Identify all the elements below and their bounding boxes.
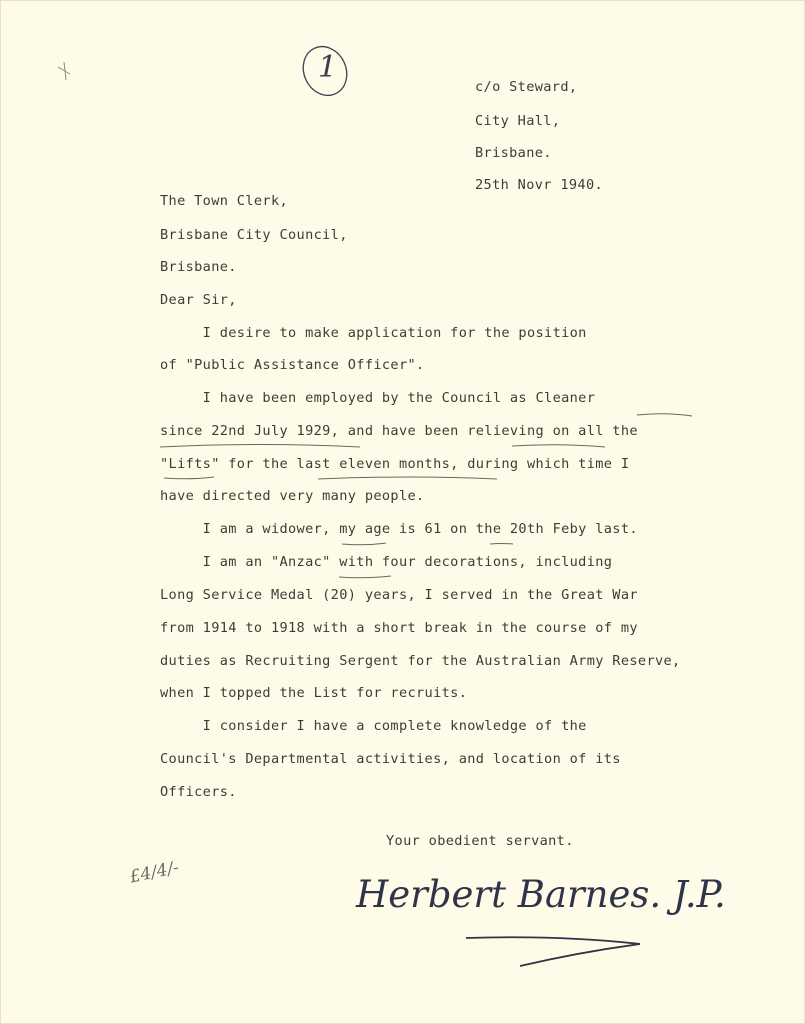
sender-line-3: Brisbane.: [475, 145, 552, 161]
signature-flourish: [466, 937, 640, 966]
sender-line-1: c/o Steward,: [475, 79, 578, 95]
underline-widower: [342, 543, 386, 545]
body-line: when I topped the List for recruits.: [160, 685, 468, 701]
margin-note: £4/4/-: [128, 857, 181, 888]
body-line: I consider I have a complete knowledge of the: [160, 718, 587, 734]
salutation: Dear Sir,: [160, 292, 237, 308]
folio-number: 1: [318, 50, 338, 85]
recipient-line-2: Brisbane City Council,: [160, 227, 348, 243]
body-line: Council's Departmental activities, and location of its: [160, 751, 621, 767]
underline-61: [490, 544, 513, 545]
underline-lifts: [164, 477, 214, 479]
recipient-line-3: Brisbane.: [160, 259, 237, 275]
underline-eleven-months: [318, 477, 497, 479]
body-line: I desire to make application for the position: [160, 325, 587, 341]
signature: Herbert Barnes. J.P.: [356, 873, 726, 916]
body-line: of "Public Assistance Officer".: [160, 357, 425, 373]
body-line: from 1914 to 1918 with a short break in the course of my: [160, 620, 638, 636]
recipient-line-1: The Town Clerk,: [160, 193, 289, 209]
body-line: since 22nd July 1929, and have been relieving on all the: [160, 423, 638, 439]
body-line: have directed very many people.: [160, 488, 425, 504]
body-line: Long Service Medal (20) years, I served in the Great War: [160, 587, 638, 603]
body-line: "Lifts" for the last eleven months, during which time I: [160, 456, 630, 472]
underline-since-date: [160, 445, 360, 448]
body-line: I am an "Anzac" with four decorations, including: [160, 554, 613, 570]
body-line: duties as Recruiting Sergent for the Australian Army Reserve,: [160, 653, 681, 669]
body-line: I am a widower, my age is 61 on the 20th Feby last.: [160, 521, 638, 537]
margin-pencil-tick: [58, 62, 70, 80]
underline-cleaner: [637, 414, 692, 416]
sender-line-2: City Hall,: [475, 113, 561, 129]
body-line: I have been employed by the Council as Cleaner: [160, 390, 596, 406]
body-line: Officers.: [160, 784, 237, 800]
closing: Your obedient servant.: [386, 833, 574, 849]
underline-relieving: [512, 445, 605, 447]
underline-anzac: [339, 576, 391, 578]
letter-date: 25th Novr 1940.: [475, 177, 604, 193]
